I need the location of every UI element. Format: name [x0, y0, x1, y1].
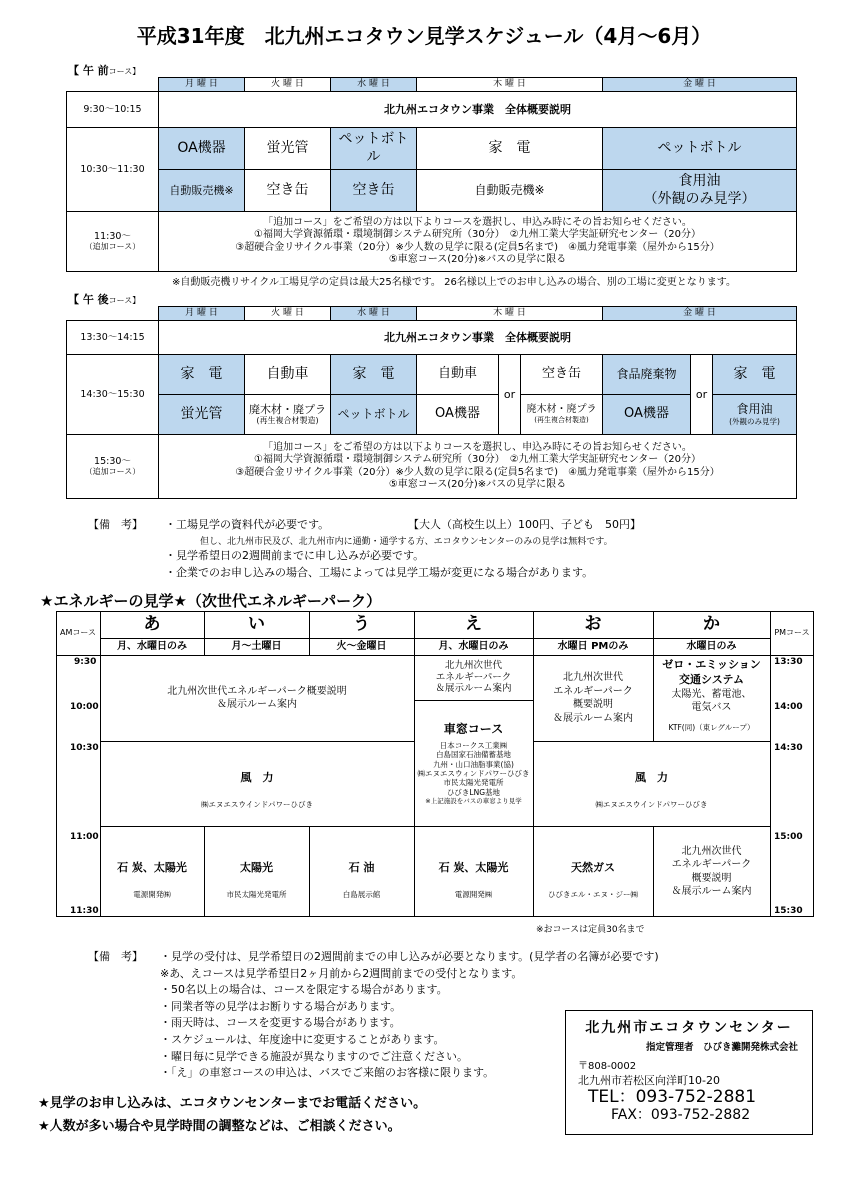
pm-schedule-table: [66, 306, 797, 499]
pm-tue-1: 自動車: [245, 355, 331, 395]
am-wed-1: ペットボトル: [331, 128, 417, 170]
course-u-bottom: 石 油 白島展示館: [342, 861, 381, 900]
pm-day-wed: 水 曜 日: [331, 307, 417, 321]
am-day-fri: 金 曜 日: [603, 78, 797, 92]
pm-time-2: 14:30～15:30: [67, 355, 159, 435]
am-time-1130: 11:30: [70, 906, 99, 916]
course-o-day: 水曜日 PMのみ: [557, 640, 629, 652]
pm-wed-1: 家 電: [331, 355, 417, 395]
am-tue-1: 蛍光管: [245, 128, 331, 170]
center-zip: 〒808-0002: [578, 1061, 637, 1072]
notes-label: 【備 考】: [88, 518, 143, 531]
am-day-tue: 火 曜 日: [245, 78, 331, 92]
course-a-kana: あ: [143, 614, 161, 635]
course-i-day: 月～土曜日: [231, 640, 282, 652]
notes2-list: ・見学の受付は、見学希望日の2週間前までの申し込みが必要となります。(見学者の名簿が必要です) ※あ、えコースは見学希望日2ヶ月前から2週間前までの受付となります。 ・50名以上の場合は、コースを限定する場合があります。 ・同業者等の見学はお断りする場合があります。 ・雨天時は、コースを変更する場合があります。 ・スケジュールは、年度途中に変更することがあります。 ・曜日毎に見学できる施設が異なりますのでご注意ください。 ・「え」の車窓コースの申込は、バスでご来館のお客様に限ります。: [160, 950, 659, 1080]
am-day-wed: 水 曜 日: [331, 78, 417, 92]
pm-wed-2: ペットボトル: [331, 395, 417, 435]
pm-fri-a-2: OA機器: [603, 395, 691, 435]
course-i-bottom: 太陽光 市民太陽光発電所: [226, 861, 287, 900]
course-a-bottom: 石 炭、太陽光 電源開発㈱: [117, 861, 187, 900]
center-name: 北九州市エコタウンセンター: [585, 1020, 793, 1036]
pm-fri-b-2: 食用油 (外観のみ見学): [713, 395, 797, 435]
pm-mon-1: 家 電: [159, 355, 245, 395]
pm-time-1500: 15:00: [774, 832, 803, 842]
am-overview: 北九州エコタウン事業 全体概要説明: [159, 92, 797, 128]
course-e-day: 月、水曜日のみ: [438, 640, 509, 652]
pm-course-label: PMコース: [774, 628, 810, 638]
energy-wind-2: 風 力 ㈱エヌエスウインドパワーひびき: [595, 771, 708, 810]
pm-thu-a-2: OA機器: [417, 395, 499, 435]
am-tue-2: 空き缶: [245, 170, 331, 212]
am-time-3: 11:30～ （追加コース）: [67, 212, 159, 272]
pm-overview: 北九州エコタウン事業 全体概要説明: [159, 321, 797, 355]
am-time-1000: 10:00: [70, 702, 99, 712]
course-ka-day: 水曜日のみ: [686, 640, 737, 652]
am-additional-course: 「追加コース」をご希望の方は以下よりコースを選択し、申込み時にその旨お知らせください。 ①福岡大学資源循環・環境制御システム研究所（30分） ②九州工業大学実証研究センター（20分） ③超硬合金リサイクル事業（20分）※少人数の見学に限る(定員5名まで) ④風力発電事業（屋外から15分） ⑤車窓コース(20分)※バスの見学に限る: [159, 212, 797, 272]
pm-time-1400: 14:00: [774, 702, 803, 712]
notes-line-2: 但し、北九州市民及び、北九州市内に通勤・通学する方、エコタウンセンターのみの見学は無料です。: [200, 537, 613, 547]
pm-fri-or: or: [695, 387, 708, 401]
course-o-overview: 北九州次世代 エネルギーパーク 概要説明 ＆展示ルーム案内: [553, 672, 633, 724]
pm-thu-b-2: 廃木材・廃プラ (再生複合材製造): [521, 395, 603, 435]
footer-call-note: ★見学のお申し込みは、エコタウンセンターまでお電話ください。: [38, 1096, 427, 1111]
am-time-2: 10:30～11:30: [67, 128, 159, 212]
notes-line-1: ・工場見学の資料代が必要です。: [165, 518, 330, 531]
center-fax: FAX：093-752-2882: [611, 1107, 751, 1123]
energy-heading: ★エネルギーの見学★（次世代エネルギーパーク）: [40, 592, 382, 610]
center-tel: TEL：093-752-2881: [588, 1087, 757, 1107]
course-e-shasou: 車窓コース 日本コークス工業㈱ 白島国家石油備蓄基地 九州・山口油脂事業(協) ㈱エヌエスウィンドパワーひびき 市民太陽光発電所 ひびきLNG基地 ※上記施設をバスの車窓より見学: [417, 722, 530, 806]
course-u-day: 火～金曜日: [336, 640, 387, 652]
course-ka-zero-emission: ゼロ・エミッション 交通システム 太陽光、蓄電池、 電気バス KTF(同)（東レグループ）: [662, 658, 761, 732]
pm-tue-2: 廃木材・廃プラ (再生複合材製造): [245, 395, 331, 435]
center-manager: 指定管理者 ひびき灘開発株式会社: [645, 1042, 798, 1053]
am-time-1100: 11:00: [70, 832, 99, 842]
page-title: 平成31年度 北九州エコタウン見学スケジュール（4月～6月）: [136, 24, 712, 48]
pm-time-1430: 14:30: [774, 743, 803, 753]
center-address: 北九州市若松区向洋町10-20: [578, 1074, 720, 1087]
notes2-label: 【備 考】: [88, 950, 143, 963]
am-day-thu: 木 曜 日: [417, 78, 603, 92]
notes-line-3: ・見学希望日の2週間前までに申し込みが必要です。: [165, 549, 425, 562]
pm-day-thu: 木 曜 日: [417, 307, 603, 321]
pm-time-1330: 13:30: [774, 657, 803, 667]
pm-time-1530: 15:30: [774, 906, 803, 916]
am-time-1030: 10:30: [70, 743, 99, 753]
course-ka-bottom: 北九州次世代 エネルギーパーク 概要説明 ＆展示ルーム案内: [671, 845, 752, 897]
course-i-kana: い: [248, 614, 265, 635]
pm-time-1: 13:30～14:15: [67, 321, 159, 355]
course-ka-kana: か: [703, 614, 720, 635]
am-schedule-table: [66, 77, 797, 272]
am-thu-2: 自動販売機※: [417, 170, 603, 212]
energy-overview: 北九州次世代エネルギーパーク概要説明 ＆展示ルーム案内: [167, 685, 347, 710]
pm-section-label: 【 午 後コース】: [68, 293, 141, 306]
pm-day-mon: 月 曜 日: [159, 307, 245, 321]
am-fri-2: 食用油 （外観のみ見学）: [603, 170, 797, 212]
am-section-label: 【 午 前コース】: [68, 64, 141, 77]
am-course-label: AMコース: [60, 628, 96, 638]
pm-time-3: 15:30～ （追加コース）: [67, 435, 159, 499]
am-day-mon: 月 曜 日: [159, 78, 245, 92]
am-wed-2: 空き缶: [331, 170, 417, 212]
pm-thu-or: or: [503, 387, 516, 401]
footer-consult-note: ★人数が多い場合や見学時間の調整などは、ご相談ください。: [38, 1119, 401, 1134]
pm-thu-b-1: 空き缶: [521, 355, 603, 395]
am-thu-1: 家 電: [417, 128, 603, 170]
am-mon-1: OA機器: [159, 128, 245, 170]
pm-day-fri: 金 曜 日: [603, 307, 797, 321]
am-footnote: ※自動販売機リサイクル工場見学の定員は最大25名様です。 26名様以上でのお申し込みの場合、別の工場に変更となります。: [172, 277, 737, 288]
am-time-1: 9:30～10:15: [67, 92, 159, 128]
pm-thu-a-1: 自動車: [417, 355, 499, 395]
am-time-930: 9:30: [74, 657, 97, 667]
am-fri-1: ペットボトル: [603, 128, 797, 170]
course-e-bottom: 石 炭、太陽光 電源開発㈱: [438, 861, 509, 900]
energy-wind-1: 風 力 ㈱エヌエスウインドパワーひびき: [200, 771, 314, 810]
course-o-bottom: 天然ガス ひびきエル・エヌ・ジー㈱: [548, 861, 638, 900]
am-mon-2: 自動販売機※: [159, 170, 245, 212]
course-o-kana: お: [584, 614, 602, 635]
contact-box: [565, 1010, 813, 1135]
course-e-kana: え: [465, 614, 482, 635]
pm-additional-course: 「追加コース」をご希望の方は以下よりコースを選択し、申込み時にその旨お知らせください。 ①福岡大学資源循環・環境制御システム研究所（30分） ②九州工業大学実証研究センター（20分） ③超硬合金リサイクル事業（20分）※少人数の見学に限る(定員5名まで) ④風力発電事業（屋外から15分） ⑤車窓コース(20分)※バスの見学に限る: [159, 435, 797, 499]
pm-fri-a-1: 食品廃棄物: [603, 355, 691, 395]
energy-capacity-note: ※おコースは定員30名まで: [536, 925, 645, 935]
course-u-kana: う: [353, 614, 370, 635]
notes-line-4: ・企業でのお申し込みの場合、工場によっては見学工場が変更になる場合があります。: [165, 566, 594, 579]
pm-mon-2: 蛍光管: [159, 395, 245, 435]
pm-day-tue: 火 曜 日: [245, 307, 331, 321]
course-e-overview: 北九州次世代 エネルギーパーク ＆展示ルーム案内: [435, 659, 512, 695]
course-a-day: 月、水曜日のみ: [117, 640, 187, 652]
notes-fee: 【大人（高校生以上）100円、子ども 50円】: [408, 518, 641, 531]
pm-fri-b-1: 家 電: [713, 355, 797, 395]
